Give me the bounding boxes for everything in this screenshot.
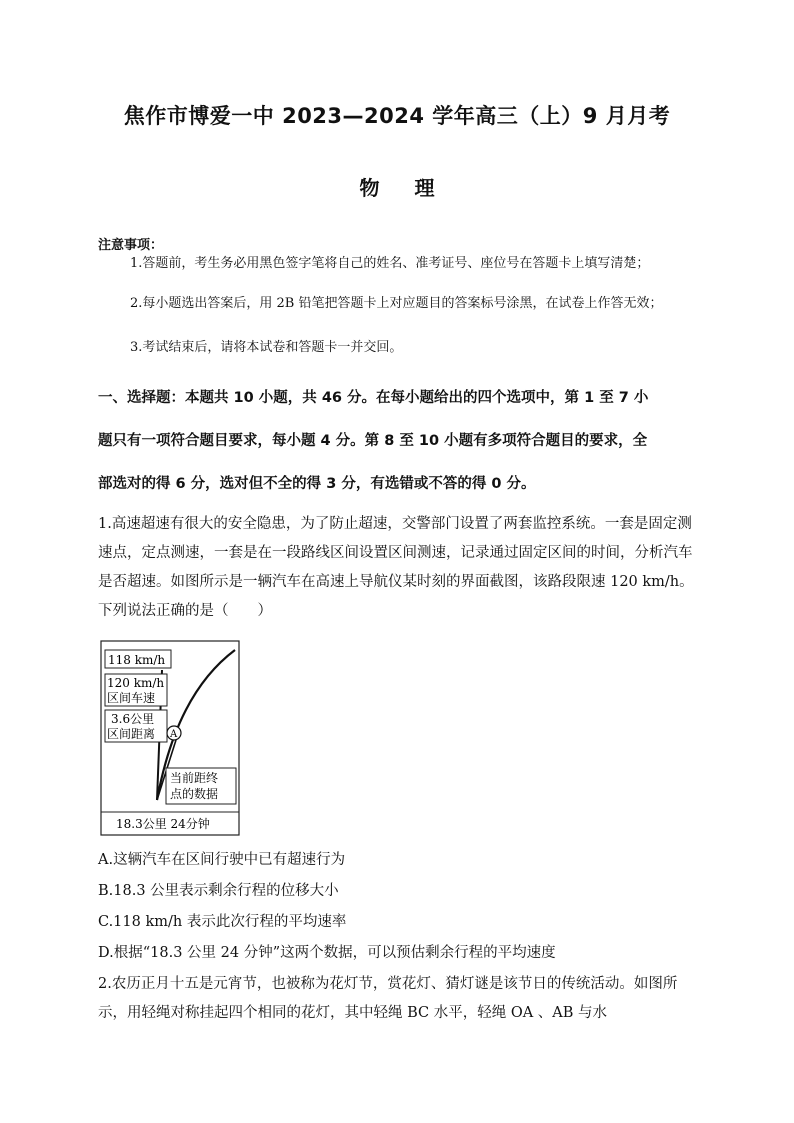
callout-line-1: 当前距终 — [170, 771, 219, 785]
question-1-option-d: D.根据“18.3 公里 24 分钟”这两个数据，可以预估剩余行程的平均速度 — [98, 945, 556, 961]
limit-line-2: 区间车速 — [107, 691, 156, 705]
section-instructions-line-1: 一、选择题：本题共 10 小题，共 46 分。在每小题给出的四个选项中，第 1 至 7 小 — [98, 390, 649, 406]
question-1-stem: 1.高速超速有很大的安全隐患，为了防止超速，交警部门设置了两套监控系统。一套是固定测速点，定点测速，一套是在一段路线区间设置区间测速，记录通过固定区间的时间，分析汽车是否超速。如图所示是一辆汽车在高速上导航仪某时刻的界面截图，该路段限速 120 km/h。下列说法正确的是（ ） — [98, 516, 694, 619]
notice-item-1-text: 1.答题前，考生务必用黑色签字笔将自己的姓名、准考证号、座位号在答题卡上填写清楚； — [130, 256, 650, 271]
section-instructions-line-2: 题只有一项符合题目要求，每小题 4 分。第 8 至 10 小题有多项符合题目的要求，全 — [98, 433, 648, 449]
navigation-screenshot-diagram — [100, 640, 240, 836]
question-2-stem: 2.农历正月十五是元宵节，也被称为花灯节，赏花灯、猜灯谜是该节日的传统活动。如图所示，用轻绳对称挂起四个相同的花灯，其中轻绳 BC 水平，轻绳 OA 、AB 与水 — [98, 976, 678, 1021]
section-instructions-line-3: 部选对的得 6 分，选对但不全的得 3 分，有选错或不答的得 0 分。 — [98, 476, 536, 492]
callout-line-2: 点的数据 — [170, 787, 219, 801]
notice-heading: 注意事项： — [98, 238, 164, 253]
speed-text: 118 km/h — [108, 653, 166, 667]
notice-item-3-text: 3.考试结束后，请将本试卷和答题卡一并交回。 — [130, 340, 403, 355]
subject-title: 物 理 — [359, 176, 435, 200]
notice-item-3 — [98, 338, 696, 358]
limit-line-1: 120 km/h — [107, 676, 165, 690]
navigation-figure — [100, 640, 240, 836]
notice-item-1 — [98, 254, 696, 274]
car-marker-label: A — [170, 729, 178, 740]
question-1-option-c: C.118 km/h 表示此次行程的平均速率 — [98, 914, 347, 930]
exam-title: 焦作市博爱一中 2023—2024 学年高三（上）9 月月考 — [123, 104, 671, 128]
question-1-option-a: A.这辆汽车在区间行驶中已有超速行为 — [98, 852, 346, 868]
question-1-option-b: B.18.3 公里表示剩余行程的位移大小 — [98, 883, 339, 899]
distance-line-1: 3.6公里 — [111, 712, 155, 726]
distance-line-2: 区间距离 — [107, 727, 156, 741]
notice-item-2 — [98, 294, 696, 314]
remaining-trip-text: 18.3公里 24分钟 — [116, 817, 210, 831]
notice-item-2-text: 2.每小题选出答案后，用 2B 铅笔把答题卡上对应题目的答案标号涂黑，在试卷上作答无效； — [130, 296, 663, 311]
